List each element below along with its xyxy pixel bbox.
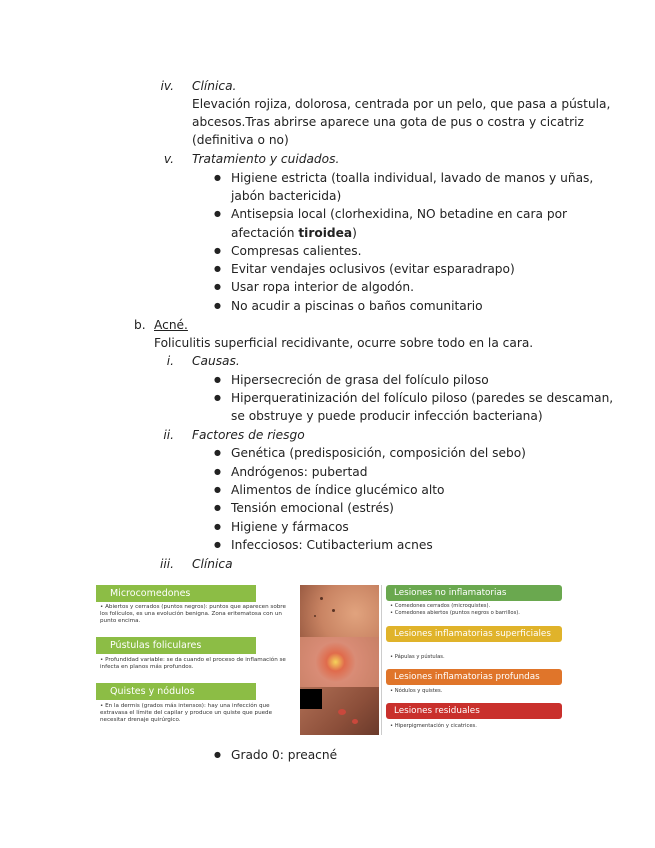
bullet-icon: ●	[214, 750, 221, 759]
bullet-icon: ●	[214, 301, 221, 310]
figure-left-panel	[96, 585, 379, 735]
lesion-header: Microcomedones	[96, 585, 256, 602]
lesion-category-text: • Pápulas y pústulas.	[390, 654, 445, 660]
bullet-text: Higiene y fármacos	[231, 520, 349, 534]
list-marker: b.	[134, 318, 146, 332]
paragraph-line: (definitiva o no)	[192, 133, 289, 147]
section-heading-tratamiento: Tratamiento y cuidados.	[192, 152, 340, 166]
bullet-icon: ●	[214, 467, 221, 476]
paragraph-line: Elevación rojiza, dolorosa, centrada por un pelo, que pasa a pústula,	[192, 97, 611, 111]
skin-photo-nose	[300, 585, 379, 637]
paragraph-line: abcesos.Tras abrirse aparece una gota de pus o costra y cicatriz	[192, 115, 584, 129]
list-marker: v.	[163, 152, 174, 166]
bullet-icon: ●	[214, 485, 221, 494]
lesion-header: Pústulas foliculares	[96, 637, 256, 654]
bullet-icon: ●	[214, 173, 221, 182]
bullet-text: Genética (predisposición, composición del sebo)	[231, 446, 526, 460]
bullet-text: Antisepsia local (clorhexidina, NO betadine en cara por	[231, 207, 568, 221]
bullet-icon: ●	[214, 393, 221, 402]
lesion-category-header: Lesiones inflamatorias profundas	[386, 669, 562, 685]
bullet-icon: ●	[214, 448, 221, 457]
bullet-text: No acudir a piscinas o baños comunitario	[231, 299, 483, 313]
section-heading-clinica: Clínica.	[192, 79, 237, 93]
bullet-icon: ●	[214, 264, 221, 273]
bullet-text-mixed: afectación tiroidea)	[231, 226, 357, 240]
skin-photo-pustule	[300, 637, 379, 687]
paragraph-line: Foliculitis superficial recidivante, ocurre sobre todo en la cara.	[154, 336, 534, 350]
lesion-category-text: • Nódulos y quistes.	[390, 688, 443, 694]
bullet-text: Usar ropa interior de algodón.	[231, 280, 414, 294]
lesion-description: • Abiertos y cerrados (puntos negros): puntos que aparecen sobre los folículos, es una evolución benigna. Zona eritematosa con un punto encima.	[100, 604, 286, 624]
lesion-category-text: • Comedones cerrados (microquistes).	[390, 603, 491, 609]
skin-photo-cyst	[300, 687, 379, 735]
acne-lesions-figure	[96, 585, 581, 735]
bullet-text: se obstruye y puede producir infección bacteriana)	[231, 409, 543, 423]
bullet-text: jabón bactericida)	[231, 189, 342, 203]
section-heading-riesgo: Factores de riesgo	[192, 428, 305, 442]
section-heading-causas: Causas.	[192, 354, 240, 368]
section-title-acne: Acné.	[154, 318, 188, 332]
bold-term: tiroidea	[298, 226, 353, 240]
lesion-category-header: Lesiones residuales	[386, 703, 562, 719]
list-marker: iii.	[159, 557, 174, 571]
bullet-icon: ●	[214, 282, 221, 291]
bullet-icon: ●	[214, 522, 221, 531]
bullet-text: Compresas calientes.	[231, 244, 362, 258]
lesion-category-header: Lesiones no inflamatorias	[386, 585, 562, 601]
list-marker: ii.	[163, 428, 174, 442]
bullet-text: Higiene estricta (toalla individual, lavado de manos y uñas,	[231, 171, 594, 185]
list-marker: i.	[166, 354, 174, 368]
bullet-text: Evitar vendajes oclusivos (evitar esparadrapo)	[231, 262, 515, 276]
section-heading-clinica-acne: Clínica	[192, 557, 233, 571]
bullet-text: Andrógenos: pubertad	[231, 465, 368, 479]
figure-right-panel	[381, 585, 578, 735]
bullet-icon: ●	[214, 503, 221, 512]
lesion-category-header: Lesiones inflamatorias superficiales	[386, 626, 562, 642]
bullet-text: Hipersecreción de grasa del folículo piloso	[231, 373, 489, 387]
bullet-text: Hiperqueratinización del folículo piloso (paredes se descaman,	[231, 391, 614, 405]
bullet-icon: ●	[214, 246, 221, 255]
bullet-text: Tensión emocional (estrés)	[231, 501, 394, 515]
lesion-description: • Profundidad variable: se da cuando el proceso de inflamación se infecta en planos más profundos.	[100, 657, 286, 670]
bullet-text: Infecciosos: Cutibacterium acnes	[231, 538, 433, 552]
list-marker: iv.	[160, 79, 174, 93]
bullet-icon: ●	[214, 540, 221, 549]
bullet-icon: ●	[214, 209, 221, 218]
lesion-header: Quistes y nódulos	[96, 683, 256, 700]
bullet-icon: ●	[214, 375, 221, 384]
bullet-text: Grado 0: preacné	[231, 748, 338, 762]
lesion-description: • En la dermis (grados más intensos): hay una infección que extravasa el límite del capilar y produce un quiste que puede necesitar drenaje quirúrgico.	[100, 703, 273, 723]
bullet-text: Alimentos de índice glucémico alto	[231, 483, 445, 497]
lesion-category-text: • Hiperpigmentación y cicatrices.	[390, 723, 477, 729]
lesion-category-text: • Comedones abiertos (puntos negros o barrillos).	[390, 610, 520, 616]
